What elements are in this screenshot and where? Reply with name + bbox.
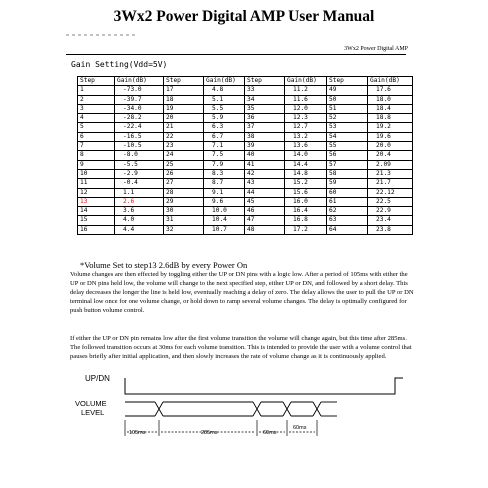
gain-table-cell: 39 xyxy=(245,142,285,151)
gain-table-cell: 14.0 xyxy=(285,151,327,160)
gain-table-cell: 25 xyxy=(164,160,204,169)
gain-table-cell: 64 xyxy=(327,225,368,234)
gain-table-cell: -5.5 xyxy=(115,160,164,169)
gain-table-cell: 20 xyxy=(164,114,204,123)
gain-section-title: Gain Setting(Vdd=5V) xyxy=(71,60,168,69)
gain-table-cell: 10.7 xyxy=(204,225,245,234)
gain-table-row xyxy=(78,216,413,225)
gain-table-cell: -16.5 xyxy=(115,132,164,141)
gain-table-cell: 53 xyxy=(327,123,368,132)
gain-table-cell: 55 xyxy=(327,142,368,151)
gain-table-cell: 23 xyxy=(164,142,204,151)
time-60ms-a: 60ms xyxy=(263,430,277,436)
gain-table-row xyxy=(78,142,413,151)
gain-table-cell: 3 xyxy=(78,104,115,113)
power-on-note: *Volume Set to step13 2.6dB by every Power On xyxy=(80,260,248,270)
gain-table-cell: 2.6 xyxy=(115,197,164,206)
gain-table-cell: 7.1 xyxy=(204,142,245,151)
gain-table-cell: 7.5 xyxy=(204,151,245,160)
gain-table-cell: 20.4 xyxy=(368,151,413,160)
gain-table-cell: 56 xyxy=(327,151,368,160)
gain-table-cell: 1 xyxy=(78,86,115,95)
gain-table-cell: 17 xyxy=(164,86,204,95)
gain-table-cell: 30 xyxy=(164,207,204,216)
gain-table-cell: 46 xyxy=(245,207,285,216)
header-rule xyxy=(66,54,406,55)
gain-table-cell: 31 xyxy=(164,216,204,225)
gain-table xyxy=(77,76,413,235)
gain-table-cell: -22.4 xyxy=(115,123,164,132)
gain-table-cell: 40 xyxy=(245,151,285,160)
gain-table-cell: 14.4 xyxy=(285,160,327,169)
gain-table-cell: 13.2 xyxy=(285,132,327,141)
gain-table-cell: -0.4 xyxy=(115,179,164,188)
gain-table-cell: 13 xyxy=(78,197,115,206)
gain-table-cell: 18.4 xyxy=(368,104,413,113)
gain-table-cell: 16.8 xyxy=(285,216,327,225)
level-label: LEVEL xyxy=(81,408,105,417)
gain-table-cell: 21.3 xyxy=(368,169,413,178)
gain-table-cell: 18 xyxy=(164,95,204,104)
gain-table-cell: 48 xyxy=(245,225,285,234)
gain-table-row xyxy=(78,179,413,188)
gain-table-row xyxy=(78,188,413,197)
gain-table-cell: 5.1 xyxy=(204,95,245,104)
gain-table-cell: 7 xyxy=(78,142,115,151)
gain-table-cell: 52 xyxy=(327,114,368,123)
gain-table-cell: 23.4 xyxy=(368,216,413,225)
gain-table-cell: 4.4 xyxy=(115,225,164,234)
gain-table-cell: 5.9 xyxy=(204,114,245,123)
gain-table-row xyxy=(78,114,413,123)
timing-markers xyxy=(125,420,317,436)
gain-table-cell: 16.4 xyxy=(285,207,327,216)
gain-table-header-cell: Step xyxy=(164,77,204,86)
gain-table-cell: 14.8 xyxy=(285,169,327,178)
gain-table-cell: 6.7 xyxy=(204,132,245,141)
gain-table-cell: -34.0 xyxy=(115,104,164,113)
gain-table-cell: 28 xyxy=(164,188,204,197)
gain-table-header-cell: Gain(dB) xyxy=(115,77,164,86)
gain-table-cell: 19.6 xyxy=(368,132,413,141)
gain-table-cell: 44 xyxy=(245,188,285,197)
gain-table-cell: 3.6 xyxy=(115,207,164,216)
gain-table-cell: 17.2 xyxy=(285,225,327,234)
gain-table-row xyxy=(78,86,413,95)
gain-table-cell: 20.0 xyxy=(368,142,413,151)
gain-table-cell: -39.7 xyxy=(115,95,164,104)
gain-table-cell: 10.4 xyxy=(204,216,245,225)
gain-table-row xyxy=(78,169,413,178)
gain-table-cell: 37 xyxy=(245,123,285,132)
gain-table-cell: 6.3 xyxy=(204,123,245,132)
gain-table-cell: 41 xyxy=(245,160,285,169)
gain-table-cell: 24 xyxy=(164,151,204,160)
gain-table-cell: 4 xyxy=(78,114,115,123)
gain-table-cell: 58 xyxy=(327,169,368,178)
volume-label: VOLUME xyxy=(75,399,107,408)
gain-table-row xyxy=(78,151,413,160)
gain-table-cell: -73.0 xyxy=(115,86,164,95)
gain-table-cell: 22 xyxy=(164,132,204,141)
page-title: 3Wx2 Power Digital AMP User Manual xyxy=(113,8,375,25)
gain-table-row xyxy=(78,197,413,206)
gain-table-cell: 59 xyxy=(327,179,368,188)
gain-table-row xyxy=(78,132,413,141)
paragraph-volume-change: Volume changes are then effected by toggling either the UP or DN pins with a logic low. After a period of 105ms with either the UP or DN pins held low, the volume will change to the next specified step, either UP or DN, and followed by a short delay. This delay decreases the longer the line is held low, eventually reaching a delay of zero. The delay allows the user to pull the UP or DN terminal low once for one volume change, or hold down to ramp several volume changes. The delay is optimally configured for push button volume control. xyxy=(70,271,414,314)
gain-table-cell: 15.2 xyxy=(285,179,327,188)
gain-table-cell: 32 xyxy=(164,225,204,234)
gain-table-header-cell: Step xyxy=(78,77,115,86)
gain-table-cell: 22.9 xyxy=(368,207,413,216)
updn-label: UP/DN xyxy=(85,374,110,383)
gain-table-row xyxy=(78,123,413,132)
gain-table-cell: 38 xyxy=(245,132,285,141)
gain-table-cell: -28.2 xyxy=(115,114,164,123)
gain-table-cell: 62 xyxy=(327,207,368,216)
gain-table-cell: 12.7 xyxy=(285,123,327,132)
gain-table-cell: 15.6 xyxy=(285,188,327,197)
gain-table-cell: 21 xyxy=(164,123,204,132)
gain-table-cell: 13.6 xyxy=(285,142,327,151)
updn-waveform xyxy=(125,378,403,394)
time-285ms: 285ms xyxy=(201,430,218,436)
gain-table-cell: 16 xyxy=(78,225,115,234)
gain-table-cell: 9.6 xyxy=(204,197,245,206)
gain-table-cell: 36 xyxy=(245,114,285,123)
gain-table-cell: 15 xyxy=(78,216,115,225)
gain-table-cell: 8.3 xyxy=(204,169,245,178)
running-header: 3Wx2 Power Digital AMP xyxy=(344,46,408,52)
gain-table-cell: 45 xyxy=(245,197,285,206)
gain-table-cell: 63 xyxy=(327,216,368,225)
gain-table-cell: 61 xyxy=(327,197,368,206)
gain-table-header-cell: Gain(dB) xyxy=(368,77,413,86)
gain-table-cell: 11 xyxy=(78,179,115,188)
gain-table-cell: 7.9 xyxy=(204,160,245,169)
gain-table-cell: 6 xyxy=(78,132,115,141)
gain-table-cell: 5.5 xyxy=(204,104,245,113)
gain-table-cell: 8.7 xyxy=(204,179,245,188)
gain-table-cell: 8 xyxy=(78,151,115,160)
gain-table-cell: 2.09 xyxy=(368,160,413,169)
gain-table-cell: 12 xyxy=(78,188,115,197)
gain-table-cell: 17.6 xyxy=(368,86,413,95)
gain-table-cell: 21.7 xyxy=(368,179,413,188)
gain-table-cell: 12.0 xyxy=(285,104,327,113)
gain-table-row xyxy=(78,95,413,104)
gain-table-cell: 22.5 xyxy=(368,197,413,206)
gain-table-cell: 49 xyxy=(327,86,368,95)
gain-table-cell: 54 xyxy=(327,132,368,141)
gain-table-cell: 4.0 xyxy=(115,216,164,225)
gain-table-cell: 26 xyxy=(164,169,204,178)
gain-table-cell: -10.5 xyxy=(115,142,164,151)
gain-table-row xyxy=(78,160,413,169)
gain-table-cell: 22.12 xyxy=(368,188,413,197)
gain-table-cell: 33 xyxy=(245,86,285,95)
gain-table-cell: 27 xyxy=(164,179,204,188)
gain-table-cell: 1.1 xyxy=(115,188,164,197)
gain-table-cell: -2.9 xyxy=(115,169,164,178)
gain-table-header-cell: Step xyxy=(245,77,285,86)
time-105ms: 105ms xyxy=(129,430,146,436)
paragraph-repeat-change: If either the UP or DN pin remains low after the first volume transition the volume will change again, but this time after 285ms. The followed transition occurs at 30ms for each volume transition. This is intended to provide the user with a volume control that pauses briefly after initial application, and then slowly increases the rate of volume change as it is continuously applied. xyxy=(70,335,412,360)
gain-table-cell: 10 xyxy=(78,169,115,178)
gain-table-header-cell: Gain(dB) xyxy=(285,77,327,86)
gain-table-cell: 11.2 xyxy=(285,86,327,95)
gain-table-cell: 16.0 xyxy=(285,197,327,206)
gain-table-header xyxy=(78,77,413,86)
gain-table-cell: 60 xyxy=(327,188,368,197)
gain-table-cell: 10.0 xyxy=(204,207,245,216)
gain-table-cell: 19.2 xyxy=(368,123,413,132)
gain-table-cell: 12.3 xyxy=(285,114,327,123)
gain-table-cell: 19 xyxy=(164,104,204,113)
time-60ms-b: 60ms xyxy=(293,425,307,431)
gain-table-cell: -8.0 xyxy=(115,151,164,160)
faded-text-line xyxy=(66,34,138,36)
gain-table-cell: 18.8 xyxy=(368,114,413,123)
gain-table-cell: 47 xyxy=(245,216,285,225)
gain-table-cell: 42 xyxy=(245,169,285,178)
gain-table-cell: 18.0 xyxy=(368,95,413,104)
volume-level-waveform xyxy=(125,402,337,416)
gain-table-cell: 51 xyxy=(327,104,368,113)
gain-table-cell: 4.8 xyxy=(204,86,245,95)
gain-table-cell: 50 xyxy=(327,95,368,104)
gain-table-row xyxy=(78,225,413,234)
gain-table-cell: 23.8 xyxy=(368,225,413,234)
gain-table-row xyxy=(78,104,413,113)
gain-table-header-cell: Step xyxy=(327,77,368,86)
gain-table-cell: 35 xyxy=(245,104,285,113)
gain-table-cell: 57 xyxy=(327,160,368,169)
gain-table-cell: 34 xyxy=(245,95,285,104)
gain-table-cell: 43 xyxy=(245,179,285,188)
timing-diagram xyxy=(75,372,415,442)
gain-table-cell: 5 xyxy=(78,123,115,132)
gain-table-cell: 14 xyxy=(78,207,115,216)
gain-table-row xyxy=(78,207,413,216)
gain-table-cell: 9.1 xyxy=(204,188,245,197)
gain-table-cell: 2 xyxy=(78,95,115,104)
gain-table-cell: 29 xyxy=(164,197,204,206)
gain-table-cell: 9 xyxy=(78,160,115,169)
gain-table-cell: 11.6 xyxy=(285,95,327,104)
gain-table-header-cell: Gain(dB) xyxy=(204,77,245,86)
